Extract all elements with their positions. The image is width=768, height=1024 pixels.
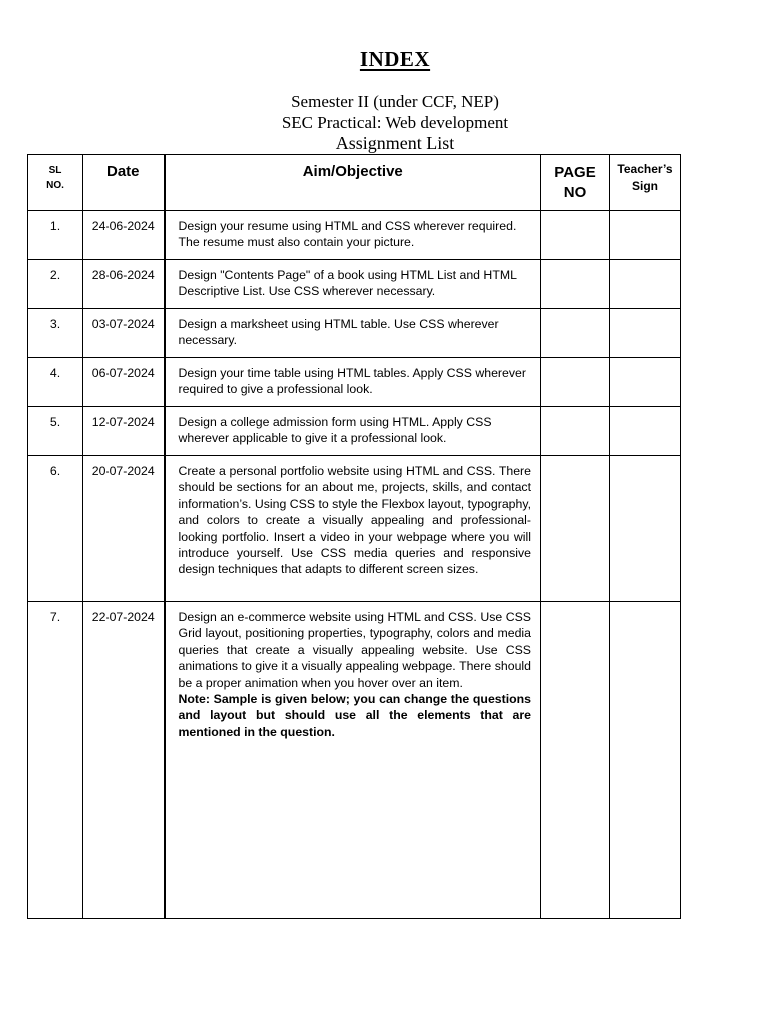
header-page-no-label: PAGE NO xyxy=(554,164,596,201)
teacher-sign-cell xyxy=(610,456,681,602)
teacher-sign-cell xyxy=(610,407,681,456)
sl-cell: 3. xyxy=(28,309,83,358)
aim-cell xyxy=(165,602,541,919)
sl-cell: 7. xyxy=(28,602,83,919)
header-sl-no xyxy=(28,155,83,211)
page-no-cell xyxy=(541,260,610,309)
assignment-table xyxy=(27,154,681,919)
aim-cell: Design a marksheet using HTML table. Use CSS wherever necessary. xyxy=(165,309,541,358)
teacher-sign-cell xyxy=(610,602,681,919)
sl-cell: 1. xyxy=(28,211,83,260)
index-title: INDEX xyxy=(359,47,431,71)
page-no-cell xyxy=(541,602,610,919)
header-sl-no-label: SL NO. xyxy=(46,165,64,191)
table-row xyxy=(28,309,681,358)
date-cell: 24-06-2024 xyxy=(83,211,165,260)
semester-subtitle: Semester II (under CCF, NEP) xyxy=(291,92,499,111)
table-header-row xyxy=(28,155,681,211)
sl-cell: 6. xyxy=(28,456,83,602)
table-row xyxy=(28,358,681,407)
header-teachers-sign xyxy=(610,155,681,211)
assignment-list-title: Assignment List xyxy=(335,133,455,153)
header-teachers-sign-label: Teacher’s Sign xyxy=(617,162,673,193)
sl-cell: 2. xyxy=(28,260,83,309)
note-text: Note: Sample is given below; you can change the questions and layout but should use all the elements that are mentioned in the question. xyxy=(178,692,531,739)
sl-cell: 4. xyxy=(28,358,83,407)
page-no-cell xyxy=(541,456,610,602)
date-cell: 12-07-2024 xyxy=(83,407,165,456)
page-no-cell xyxy=(541,358,610,407)
aim-cell: Design "Contents Page" of a book using HTML List and HTML Descriptive List. Use CSS wherever necessary. xyxy=(165,260,541,309)
teacher-sign-cell xyxy=(610,211,681,260)
aim-cell: Create a personal portfolio website using HTML and CSS. There should be sections for an about me, projects, skills, and contact information’s. Using CSS to style the Flexbox layout, typography, and colors to create a visually appealing and professional-looking portfolio. Insert a video in your webpage where you will introduce yourself. Use CSS media queries and responsive design techniques that adapts to different screen sizes. xyxy=(165,456,541,602)
aim-cell: Design your time table using HTML tables. Apply CSS wherever required to give a professional look. xyxy=(165,358,541,407)
sl-cell: 5. xyxy=(28,407,83,456)
page-no-cell xyxy=(541,407,610,456)
teacher-sign-cell xyxy=(610,309,681,358)
aim-cell: Design your resume using HTML and CSS wherever required. The resume must also contain your picture. xyxy=(165,211,541,260)
table-row xyxy=(28,211,681,260)
table-row xyxy=(28,260,681,309)
teacher-sign-cell xyxy=(610,358,681,407)
page-no-cell xyxy=(541,211,610,260)
header-aim-objective: Aim/Objective xyxy=(165,155,541,211)
page-no-cell xyxy=(541,309,610,358)
header-date: Date xyxy=(83,155,165,211)
header-page-no xyxy=(541,155,610,211)
date-cell: 22-07-2024 xyxy=(83,602,165,919)
table-row xyxy=(28,602,681,919)
aim-cell: Design a college admission form using HTML. Apply CSS wherever applicable to give it a professional look. xyxy=(165,407,541,456)
date-cell: 28-06-2024 xyxy=(83,260,165,309)
date-cell: 06-07-2024 xyxy=(83,358,165,407)
practical-subtitle: SEC Practical: Web development xyxy=(281,113,509,132)
teacher-sign-cell xyxy=(610,260,681,309)
aim-text: Design an e-commerce website using HTML and CSS. Use CSS Grid layout, positioning properties, typography, colors and media queries that create a visually appealing website. Use CSS animations to give it a visually appealing webpage. There should be a proper animation when you hover over an item. xyxy=(178,610,531,690)
table-row xyxy=(28,456,681,602)
table-row xyxy=(28,407,681,456)
date-cell: 20-07-2024 xyxy=(83,456,165,602)
date-cell: 03-07-2024 xyxy=(83,309,165,358)
